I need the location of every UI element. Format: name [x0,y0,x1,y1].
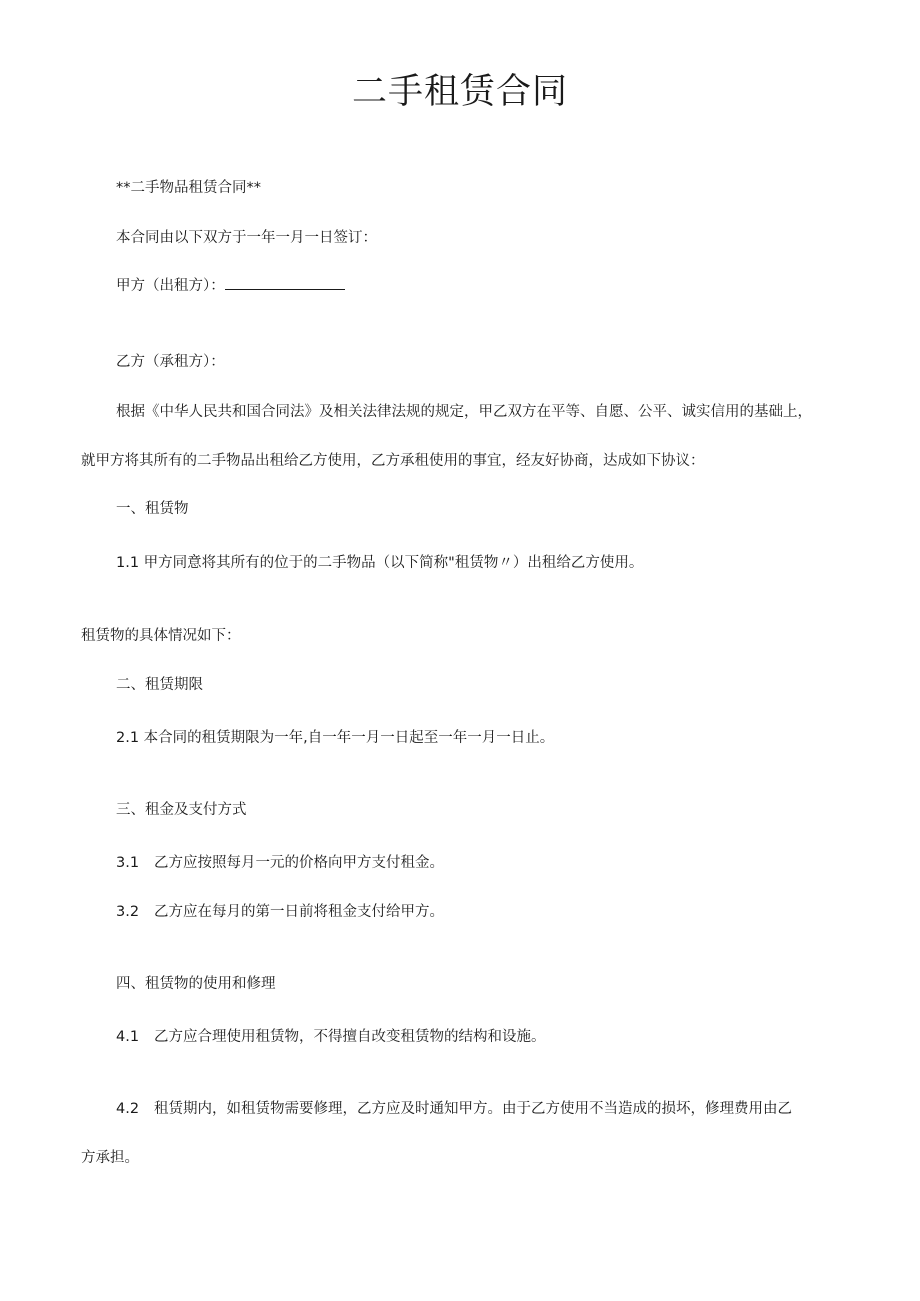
clause-4-1 [116,1027,546,1047]
section-2-heading: 二、租赁期限 [116,677,203,693]
lease-item-details: 租赁物的具体情况如下： [81,628,241,644]
document-subtitle: **二手物品租赁合同** [116,180,261,196]
preamble-line-1: 根据《中华人民共和国合同法》及相关法律法规的规定，甲乙双方在平等、自愿、公平、诚实信用的基础上， [116,404,812,420]
section-3-heading: 三、租金及支付方式 [116,802,247,818]
party-b-label: 乙方（承租方）： [116,354,225,370]
section-1-heading: 一、租赁物 [116,501,189,517]
clause-text: 乙方应按照每月一元的价格向甲方支付租金。 [154,855,444,871]
clause-number: 3.1 [116,855,140,871]
clause-3-1 [116,853,444,873]
clause-text: 乙方应合理使用租赁物，不得擅自改变租赁物的结构和设施。 [154,1029,546,1045]
clause-number: 4.2 [116,1101,140,1117]
clause-4-2-line-1 [116,1099,792,1119]
clause-1-1: 1.1 甲方同意将其所有的位于的二手物品（以下简称"租赁物〃）出租给乙方使用。 [116,555,644,571]
clause-number: 3.2 [116,904,140,920]
document-title: 二手租赁合同 [351,72,568,112]
contract-intro: 本合同由以下双方于一年一月一日签订： [116,230,377,246]
clause-number: 4.1 [116,1029,140,1045]
party-a-label: 甲方（出租方）： [116,278,225,294]
clause-4-2-line-2: 方承担。 [81,1150,139,1166]
clause-3-2 [116,902,444,922]
party-a-blank [225,276,345,290]
clause-text: 租赁期内，如租赁物需要修理，乙方应及时通知甲方。由于乙方使用不当造成的损坏，修理费用由乙 [154,1101,792,1117]
clause-2-1: 2.1 本合同的租赁期限为一年,自一年一月一日起至一年一月一日止。 [116,730,555,746]
preamble-line-2: 就甲方将其所有的二手物品出租给乙方使用，乙方承租使用的事宜，经友好协商，达成如下协议： [81,453,705,469]
party-a-row [116,276,345,296]
section-4-heading: 四、租赁物的使用和修理 [116,976,276,992]
clause-text: 乙方应在每月的第一日前将租金支付给甲方。 [154,904,444,920]
